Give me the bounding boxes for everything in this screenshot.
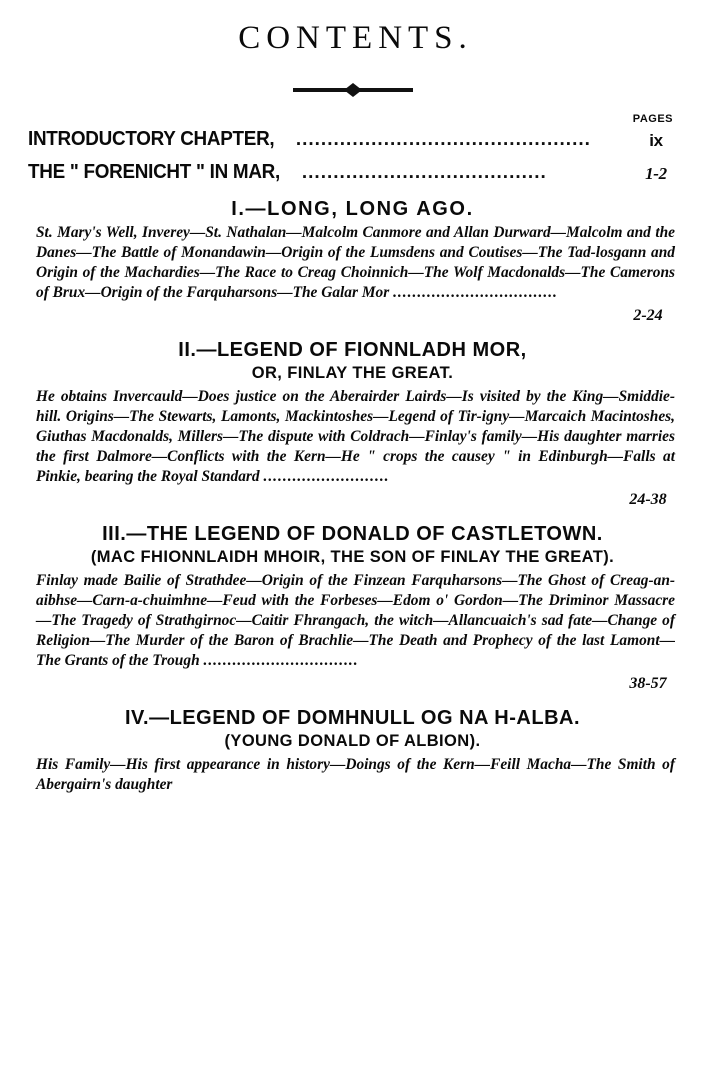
chapter-description: [36, 571, 675, 671]
chapter-page: 38-57: [629, 674, 667, 692]
chapter-page-row: [36, 491, 675, 509]
toc-entry[interactable]: [28, 160, 677, 184]
chapter-page: 2-24: [633, 307, 663, 325]
diamond-rule-ornament: [293, 88, 413, 92]
chapter-heading[interactable]: III.—THE LEGEND OF DONALD OF CASTLETOWN.: [102, 522, 603, 545]
chapter-heading[interactable]: II.—LEGEND OF FIONNLADH MOR,: [178, 339, 527, 362]
leader-dots: .......................................: [301, 163, 547, 183]
chapter-description-block: [28, 755, 677, 795]
chapter-description: [36, 223, 675, 303]
chapter-page: 24-38: [629, 490, 667, 508]
leader-dots: ..................................: [393, 284, 558, 302]
chapter-description-block: [28, 223, 677, 325]
pages-column-header: PAGES: [632, 113, 673, 125]
chapter-page-row: [36, 675, 675, 693]
chapter-description-block: [28, 387, 677, 509]
chapter-subheading: (YOUNG DONALD OF ALBION).: [224, 731, 481, 750]
toc-entry-label: INTRODUCTORY CHAPTER,: [28, 127, 275, 150]
toc-entry-page: ix: [649, 131, 663, 150]
chapter-description-text: St. Mary's Well, Inverey—St. Nathalan—Malcolm Canmore and Allan Durward—Malcolm and the Danes—The Battle of Monandawin—Origin of the Lumsdens and Coutises—The Tad-losgann and Origin of the Machardies—The Race to Creag Choinnich—The Wolf Macdonalds—The Camerons of Brux—Origin of the Farquharsons—The Galar Mor: [36, 224, 675, 302]
toc-entry-label: THE " FORENICHT " IN MAR,: [28, 160, 280, 183]
chapter-description-text: Finlay made Bailie of Strathdee—Origin of the Finzean Farquharsons—The Ghost of Creag-an-aibhse—Carn-a-chuimhne—Feud with the Forbeses—Edom o' Gordon—The Driminor Massacre—The Tragedy of Strathgirnoc—Caitir Fhrangach, the witch—Allancuaich's sad fate—Change of Religion—The Murder of the Baron of Brachlie—The Death and Prophecy of the last Lamont—The Grants of the Trough: [36, 571, 675, 669]
toc-entry[interactable]: [28, 127, 677, 151]
chapter-subheading: OR, FINLAY THE GREAT.: [251, 364, 454, 383]
chapter-description-text: His Family—His first appearance in history—Doings of the Kern—Feill Macha—The Smith of Abergairn's daughter: [36, 755, 675, 793]
leader-dots: ..........................: [263, 467, 390, 485]
ornament-divider: [28, 79, 677, 95]
chapter-description: [36, 387, 675, 487]
chapter-heading[interactable]: IV.—LEGEND OF DOMHNULL OG NA H-ALBA.: [124, 706, 581, 729]
chapter-page-row: [36, 307, 675, 325]
toc-entry-page: 1-2: [645, 164, 667, 183]
leader-dots: ...............................................: [295, 130, 591, 150]
chapter-heading[interactable]: I.—LONG, LONG AGO.: [231, 198, 474, 220]
leader-dots: ................................: [203, 651, 359, 669]
chapter-subheading: (MAC FHIONNLAIDH MHOIR, THE SON OF FINLAY THE GREAT).: [90, 547, 615, 566]
page-title: CONTENTS.: [238, 20, 473, 56]
chapter-description-block: [28, 571, 677, 693]
chapter-description-text: He obtains Invercauld—Does justice on the Aberairder Lairds—Is visited by the King—Smiddie-hill. Origins—The Stewarts, Lamonts, Mackintoshes—Legend of Tir-igny—Marcaich Macintoshes, Giuthas Macdonalds, Millers—The dispute with Coldrach—Finlay's family—His daughter marries the first Dalmore—Conflicts with the Kern—He " crops the causey " in Edinburgh—Falls at Pinkie, bearing the Royal Standard: [36, 387, 675, 485]
chapter-description: [36, 755, 675, 795]
